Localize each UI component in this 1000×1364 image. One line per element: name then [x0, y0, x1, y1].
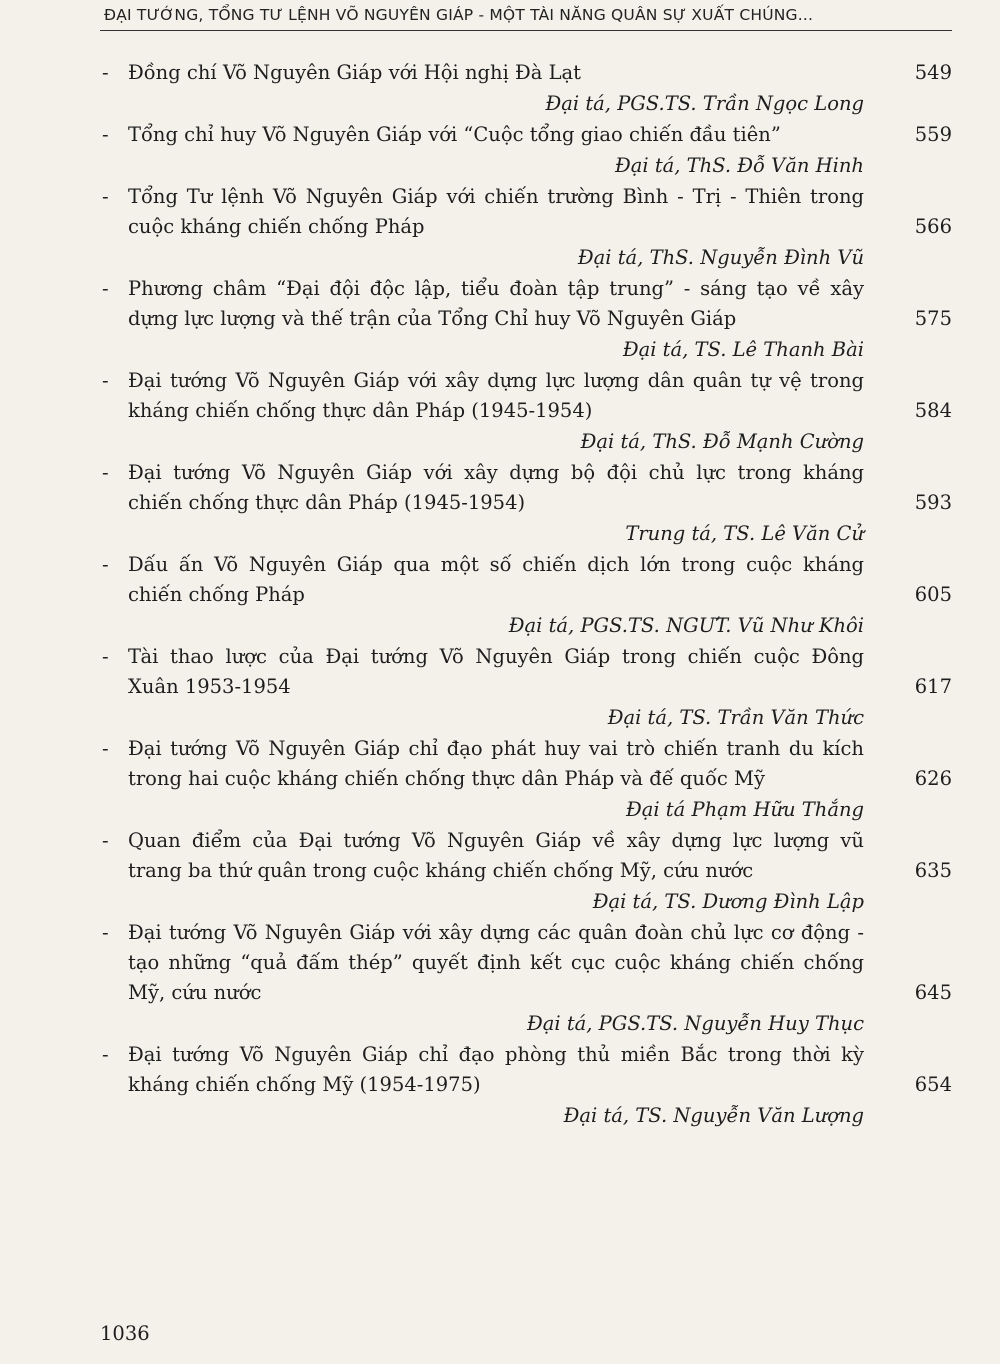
- toc-entry-author: Đại tá, TS. Trần Văn Thức: [607, 706, 864, 729]
- toc-page-number: 575: [914, 307, 952, 330]
- toc-entry: [100, 58, 952, 120]
- toc-page-number: 635: [914, 859, 952, 882]
- toc-entry: [100, 918, 952, 1040]
- toc-page-number: 654: [914, 1073, 952, 1096]
- toc-entry-title: Đại tướng Võ Nguyên Giáp với xây dựng bộ đội chủ lực trong kháng: [128, 461, 864, 484]
- toc-page-number: 617: [914, 675, 952, 698]
- toc-page-number: 626: [914, 767, 952, 790]
- toc-entry-line: [100, 1070, 952, 1100]
- toc-entry-title: Xuân 1953-1954: [128, 675, 291, 698]
- toc-entry-title: kháng chiến chống Mỹ (1954-1975): [128, 1073, 481, 1096]
- toc-entry-title: kháng chiến chống thực dân Pháp (1945-1954): [128, 399, 593, 422]
- list-dash: -: [102, 737, 109, 760]
- toc-entry-title: Tổng Tư lệnh Võ Nguyên Giáp với chiến trường Bình - Trị - Thiên trong: [128, 185, 864, 208]
- toc-entry-title: cuộc kháng chiến chống Pháp: [128, 215, 425, 238]
- toc-entry-title: Đại tướng Võ Nguyên Giáp chỉ đạo phát huy vai trò chiến tranh du kích: [128, 737, 864, 760]
- toc-entry-author: Đại tá, PGS.TS. Nguyễn Huy Thục: [527, 1012, 864, 1035]
- toc-entry-title: Mỹ, cứu nước: [128, 981, 262, 1004]
- toc-page-number: 645: [914, 981, 952, 1004]
- toc-entry-line: [100, 396, 952, 426]
- list-dash: -: [102, 277, 109, 300]
- toc-entry-title: Đại tướng Võ Nguyên Giáp chỉ đạo phòng thủ miền Bắc trong thời kỳ: [128, 1043, 864, 1066]
- toc-entry-line: [100, 764, 952, 794]
- toc-entry-author: Đại tá, ThS. Đỗ Mạnh Cường: [580, 430, 864, 453]
- toc-entry-author: Đại tá, PGS.TS. Trần Ngọc Long: [545, 92, 864, 115]
- list-dash: -: [102, 369, 109, 392]
- toc-entry-title: Dấu ấn Võ Nguyên Giáp qua một số chiến dịch lớn trong cuộc kháng: [128, 553, 864, 576]
- toc-entry-line: [100, 580, 952, 610]
- list-dash: -: [102, 185, 109, 208]
- list-dash: -: [102, 461, 109, 484]
- toc-entry-line: [100, 948, 952, 978]
- toc-entry-line: [100, 918, 952, 948]
- toc-entry-line: [100, 856, 952, 886]
- toc-entry: [100, 642, 952, 734]
- running-header: ĐẠI TƯỚNG, TỔNG TƯ LỆNH VÕ NGUYÊN GIÁP - MỘT TÀI NĂNG QUÂN SỰ XUẤT CHÚNG...: [104, 6, 814, 24]
- toc-entry-line: [100, 212, 952, 242]
- list-dash: -: [102, 829, 109, 852]
- toc-page-number: 605: [914, 583, 952, 606]
- toc-entry: [100, 458, 952, 550]
- toc-entry-title: chiến chống Pháp: [128, 583, 305, 606]
- toc-entry-title: Tài thao lược của Đại tướng Võ Nguyên Giáp trong chiến cuộc Đông: [128, 645, 864, 668]
- toc-entry-line: [100, 550, 952, 580]
- toc-page-number: 549: [914, 61, 952, 84]
- page-number-folio: 1036: [100, 1322, 150, 1345]
- toc-entry-title: Đại tướng Võ Nguyên Giáp với xây dựng các quân đoàn chủ lực cơ động -: [128, 921, 864, 944]
- toc-entry-author: Đại tá Phạm Hữu Thắng: [625, 798, 864, 821]
- toc-entry-title: Đồng chí Võ Nguyên Giáp với Hội nghị Đà Lạt: [128, 61, 581, 84]
- toc-entry-title: trong hai cuộc kháng chiến chống thực dân Pháp và đế quốc Mỹ: [128, 767, 765, 790]
- toc-entry: [100, 182, 952, 274]
- toc-entry: [100, 734, 952, 826]
- toc-entry-author: Đại tá, ThS. Nguyễn Đình Vũ: [577, 246, 864, 269]
- list-dash: -: [102, 921, 109, 944]
- toc-entry: [100, 826, 952, 918]
- header-rule: [100, 30, 952, 31]
- toc-entry-title: Quan điểm của Đại tướng Võ Nguyên Giáp về xây dựng lực lượng vũ: [128, 829, 864, 852]
- toc-entry-line: [100, 826, 952, 856]
- toc-entry-title: Phương châm “Đại đội độc lập, tiểu đoàn tập trung” - sáng tạo về xây: [128, 277, 864, 300]
- toc-entry-author: Đại tá, PGS.TS. NGƯT. Vũ Như Khôi: [508, 614, 864, 637]
- toc-entry-author: Đại tá, ThS. Đỗ Văn Hinh: [615, 154, 864, 177]
- toc-entry-line: [100, 458, 952, 488]
- toc-entry: [100, 274, 952, 366]
- toc-entry-title: Đại tướng Võ Nguyên Giáp với xây dựng lực lượng dân quân tự vệ trong: [128, 369, 864, 392]
- toc-entry-author: Đại tá, TS. Nguyễn Văn Lượng: [563, 1104, 864, 1127]
- toc-entry-line: [100, 182, 952, 212]
- toc-entry: [100, 550, 952, 642]
- toc-page-number: 584: [914, 399, 952, 422]
- toc-entry-title: trang ba thứ quân trong cuộc kháng chiến chống Mỹ, cứu nước: [128, 859, 754, 882]
- toc-entry-author: Đại tá, TS. Dương Đình Lập: [592, 890, 864, 913]
- toc-entry-title: dựng lực lượng và thế trận của Tổng Chỉ huy Võ Nguyên Giáp: [128, 307, 737, 330]
- toc-entry-line: [100, 366, 952, 396]
- toc-entry: [100, 366, 952, 458]
- toc-entry-line: [100, 120, 952, 150]
- table-of-contents: [100, 58, 952, 1132]
- toc-entry: [100, 1040, 952, 1132]
- toc-entry-line: [100, 304, 952, 334]
- toc-entry-line: [100, 642, 952, 672]
- list-dash: -: [102, 645, 109, 668]
- toc-entry-line: [100, 274, 952, 304]
- toc-entry-line: [100, 672, 952, 702]
- toc-entry-author: Đại tá, TS. Lê Thanh Bài: [622, 338, 864, 361]
- list-dash: -: [102, 553, 109, 576]
- toc-entry-line: [100, 978, 952, 1008]
- list-dash: -: [102, 61, 109, 84]
- toc-entry-line: [100, 488, 952, 518]
- toc-entry-title: chiến chống thực dân Pháp (1945-1954): [128, 491, 526, 514]
- toc-entry-title: Tổng chỉ huy Võ Nguyên Giáp với “Cuộc tổng giao chiến đầu tiên”: [128, 123, 781, 146]
- toc-page-number: 593: [914, 491, 952, 514]
- toc-entry-line: [100, 58, 952, 88]
- toc-entry-line: [100, 1040, 952, 1070]
- toc-entry-line: [100, 734, 952, 764]
- toc-entry-author: Trung tá, TS. Lê Văn Cử: [625, 522, 864, 545]
- list-dash: -: [102, 1043, 109, 1066]
- toc-page-number: 559: [914, 123, 952, 146]
- list-dash: -: [102, 123, 109, 146]
- toc-entry: [100, 120, 952, 182]
- toc-entry-title: tạo những “quả đấm thép” quyết định kết cục cuộc kháng chiến chống: [128, 951, 864, 974]
- toc-page-number: 566: [914, 215, 952, 238]
